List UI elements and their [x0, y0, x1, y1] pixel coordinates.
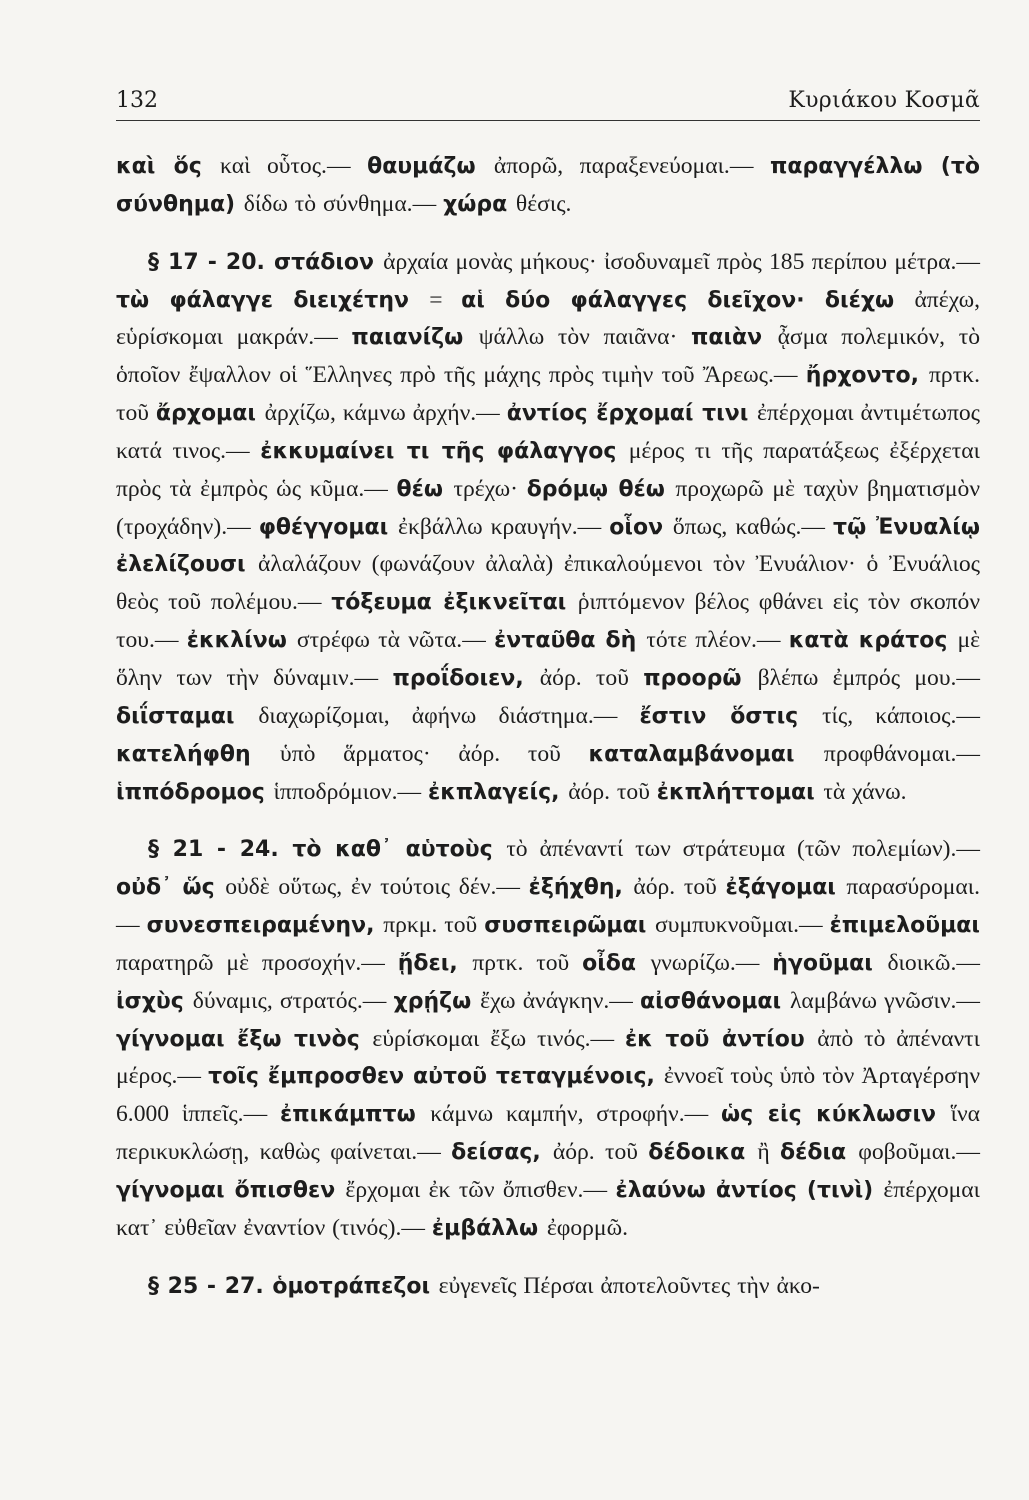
lemma-term: ἤρχοντο, [805, 363, 930, 389]
gloss-text: ὅπως, καθώς.— [672, 513, 834, 540]
gloss-text: ἀρχαία μονὰς μήκους· ἰσοδυναμεῖ πρὸς 185 περίπου μέτρα.— [383, 248, 980, 275]
lemma-term: τὼ φάλαγγε διειχέτην [116, 287, 430, 313]
lemma-term: θαυμάζω [367, 154, 494, 179]
gloss-text: ἐννοεῖ τοὺς ὑπὸ τὸν Ἀρταγέρσην 6.000 ἱππεῖς.— [116, 1063, 980, 1128]
gloss-text: γνωρίζω.— [650, 949, 773, 976]
gloss-text: τὸ ἀπέναντί των στράτευμα (τῶν πολεμίων).— [506, 836, 980, 863]
gloss-text: πρτκ. τοῦ [472, 949, 583, 976]
lemma-term: γίγνομαι ἔξω τινὸς [116, 1026, 373, 1052]
gloss-text: ἐκβάλλω κραυγήν.— [398, 513, 610, 540]
lemma-term: τῷ Ἐνυαλίῳ ἐλελίζουσι [116, 514, 980, 578]
gloss-text: ἀόρ. τοῦ [568, 778, 657, 805]
lemma-term: ἐμβάλλω [431, 1215, 547, 1241]
gloss-text: ἀόρ. τοῦ [539, 664, 644, 691]
gloss-text: δίδω τὸ σύνθημα.— [243, 190, 444, 217]
lemma-term: διΐσταμαι [116, 703, 259, 729]
gloss-text: λαμβάνω γνῶσιν.— [789, 987, 980, 1014]
paragraph-gap [116, 811, 980, 831]
gloss-text: ψάλλω τὸν παιᾶνα· [478, 324, 691, 351]
lemma-term: τοῖς ἔμπροσθεν αὐτοῦ τεταγμένοις, [208, 1064, 664, 1090]
gloss-text: κάμνω καμπήν, στροφήν.— [430, 1101, 722, 1128]
gloss-text: ὑπὸ ἅρματος· ἀόρ. τοῦ [280, 740, 589, 767]
gloss-text: βλέπω ἐμπρός μου.— [757, 664, 980, 691]
lemma-term: ὡς εἰς κύκλωσιν [721, 1102, 951, 1128]
lemma-term: αἱ δύο φάλαγγες διεῖχον· διέχω [461, 287, 915, 313]
gloss-text: ἔρχομαι ἐκ τῶν ὄπισθεν.— [345, 1176, 616, 1203]
lemma-term: ἱππόδρομος [116, 779, 274, 805]
gloss-text: εὐγενεῖς Πέρσαι ἀποτελοῦντες τὴν ἀκο- [438, 1272, 820, 1299]
gloss-text: ἀόρ. τοῦ [552, 1139, 649, 1166]
section-marker: § 21 - 24. [148, 837, 293, 863]
gloss-text: παρατηρῶ μὲ προσοχήν.— [116, 949, 398, 976]
gloss-text: ἀρχίζω, κάμνω ἀρχήν.— [264, 400, 507, 427]
lemma-term: ἐπιμελοῦμαι [829, 913, 980, 939]
gloss-text: ἀλαλάζουν (φωνάζουν ἀλαλὰ) ἐπικαλούμενοι τὸν Ἐνυάλιον· ὁ Ἐνυάλιος θεὸς τοῦ πολέμου.— [116, 551, 980, 616]
paragraph [116, 148, 980, 224]
lemma-term: ἐξάγομαι [725, 875, 847, 901]
gloss-text: ἐπέρχομαι ἀντιμέτωπος κατά τινος.— [116, 400, 980, 464]
gloss-text: ἔχω ἀνάγκην.— [480, 987, 641, 1014]
lemma-term: τόξευμα ἐξικνεῖται [331, 590, 578, 616]
lemma-term: ἡγοῦμαι [772, 950, 888, 976]
lemma-term: οἶδα [582, 950, 651, 976]
lemma-term: κατὰ κράτος [788, 628, 958, 654]
page-header [116, 86, 980, 121]
lemma-term: καταλαμβάνομαι [588, 741, 824, 767]
lemma-term: ἐξήχθη, [528, 875, 634, 901]
gloss-text: ἐφορμῶ. [546, 1214, 629, 1241]
gloss-text: τρέχω· [453, 475, 527, 502]
lemma-term: χρῄζω [393, 988, 481, 1014]
gloss-text: εὑρίσκομαι ἔξω τινός.— [372, 1025, 625, 1052]
lemma-term: ἰσχὺς [116, 988, 193, 1014]
lemma-term: ἐκκλίνω [186, 628, 297, 654]
gloss-text: διοικῶ.— [887, 949, 980, 976]
lemma-term: ἐκ τοῦ ἀντίου [624, 1026, 818, 1052]
lemma-term: δρόμῳ θέω [526, 476, 676, 502]
lemma-term: ἐκκυμαίνει τι τῆς φάλαγγος [260, 438, 629, 464]
section-marker: § 17 - 20. [148, 249, 274, 275]
lemma-term: δέδια [780, 1140, 859, 1166]
lemma-term: ἀντίος ἔρχομαί τινι [506, 401, 757, 427]
gloss-text: στρέφω τὰ νῶτα.— [296, 627, 495, 654]
paragraph [116, 1268, 980, 1306]
lemma-term: προΐδοιεν, [392, 665, 540, 691]
paragraph-gap [116, 224, 980, 244]
lemma-term: στάδιον [273, 249, 384, 275]
gloss-text: τότε πλέον.— [646, 627, 789, 654]
gloss-text: θέσις. [515, 190, 572, 217]
lemma-term: τὸ καθ᾽ αὑτοὺς [292, 837, 507, 863]
lemma-term: ἐνταῦθα δὴ [494, 628, 647, 654]
paragraph-gap [116, 1248, 980, 1268]
lemma-term: παιανίζω [351, 325, 479, 351]
gloss-text: ἀπέχω, εὑρίσκομαι μακράν.— [116, 286, 980, 351]
gloss-text: ῥιπτόμενον βέλος φθάνει εἰς τὸν σκοπόν του.— [116, 589, 980, 654]
gloss-text: τὰ χάνω. [823, 778, 907, 805]
page-number: 132 [116, 88, 158, 113]
lemma-term: δείσας, [451, 1140, 553, 1166]
gloss-text: ἵνα περικυκλώσῃ, καθὼς φαίνεται.— [116, 1101, 980, 1166]
gloss-text: ἐπέρχομαι κατ᾽ εὐθεῖαν ἐναντίον (τινός).— [116, 1176, 980, 1241]
section-marker: § 25 - 27. [148, 1273, 273, 1299]
gloss-text: ἀπορῶ, παραξενεύομαι.— [493, 153, 770, 179]
paragraph [116, 831, 980, 1247]
lemma-term: κατελήφθη [116, 741, 281, 767]
gloss-text: ἱπποδρόμιον.— [273, 778, 428, 805]
gloss-text: τίς, κάποιος.— [822, 702, 980, 729]
gloss-text: = [429, 286, 462, 313]
lemma-term: ἐκπλήττομαι [656, 779, 824, 805]
lemma-term: παιὰν [690, 325, 778, 351]
lemma-term: ᾔδει, [397, 950, 473, 976]
gloss-text: δύναμις, στρατός.— [192, 987, 394, 1014]
lemma-term: συνεσπειραμένην, [146, 913, 384, 939]
lemma-term: αἰσθάνομαι [640, 988, 790, 1014]
gloss-text: ἀπὸ τὸ ἀπέναντι μέρος.— [116, 1025, 980, 1090]
lemma-term: προορῶ [643, 665, 758, 691]
commentary-body [116, 148, 980, 1305]
lemma-term: χώρα [443, 191, 516, 217]
gloss-text: μὲ ὅλην των τὴν δύναμιν.— [116, 627, 980, 691]
gloss-text: συμπυκνοῦμαι.— [655, 912, 830, 939]
lemma-term: καὶ ὅς [116, 154, 221, 179]
lemma-term: ἐκπλαγείς, [428, 779, 569, 805]
lemma-term: παραγγέλλω (τὸ σύνθημα) [116, 154, 980, 217]
gloss-text: παρασύρομαι.— [116, 874, 980, 939]
lemma-term: ὁμοτράπεζοι [272, 1273, 439, 1299]
lemma-term: ἐλαύνω ἀντίος (τινὶ) [615, 1177, 884, 1203]
lemma-term: θέω [396, 476, 454, 502]
gloss-text: πρκμ. τοῦ [383, 912, 485, 939]
lemma-term: δέδοικα [648, 1140, 758, 1166]
gloss-text: πρτκ. τοῦ [116, 362, 980, 427]
lemma-term: οἷον [609, 514, 673, 540]
gloss-text: φοβοῦμαι.— [858, 1139, 981, 1166]
lemma-term: γίγνομαι ὄπισθεν [116, 1177, 346, 1203]
lemma-term: ἄρχομαι [155, 401, 265, 427]
lemma-term: ἔστιν ὅστις [639, 703, 823, 729]
gloss-text: ἢ [757, 1139, 780, 1166]
lemma-term: συσπειρῶμαι [484, 913, 656, 939]
lemma-term: ἐπικάμπτω [279, 1102, 431, 1128]
gloss-text: προφθάνομαι.— [823, 740, 980, 767]
gloss-text: ᾆσμα πολεμικόν, τὸ ὁποῖον ἔψαλλον οἱ Ἕλληνες πρὸ τῆς μάχης πρὸς τιμὴν τοῦ Ἄρεως.— [116, 324, 980, 389]
gloss-text: ἀόρ. τοῦ [633, 874, 726, 901]
running-head: Κυριάκου Κοσμᾶ [788, 88, 980, 113]
gloss-text: μέρος τι τῆς παρατάξεως ἐξέρχεται πρὸς τὰ ἐμπρὸς ὡς κῦμα.— [116, 437, 980, 502]
lemma-term: φθέγγομαι [258, 514, 399, 540]
gloss-text: οὐδὲ οὕτως, ἐν τούτοις δέν.— [225, 874, 529, 901]
gloss-text: προχωρῶ μὲ ταχὺν βηματισμὸν (τροχάδην).— [116, 475, 981, 540]
gloss-text: καὶ οὗτος.— [220, 153, 368, 179]
lemma-term: οὐδ᾽ ὥς [116, 875, 226, 901]
paragraph [116, 244, 980, 812]
gloss-text: διαχωρίζομαι, ἀφήνω διάστημα.— [258, 702, 640, 729]
